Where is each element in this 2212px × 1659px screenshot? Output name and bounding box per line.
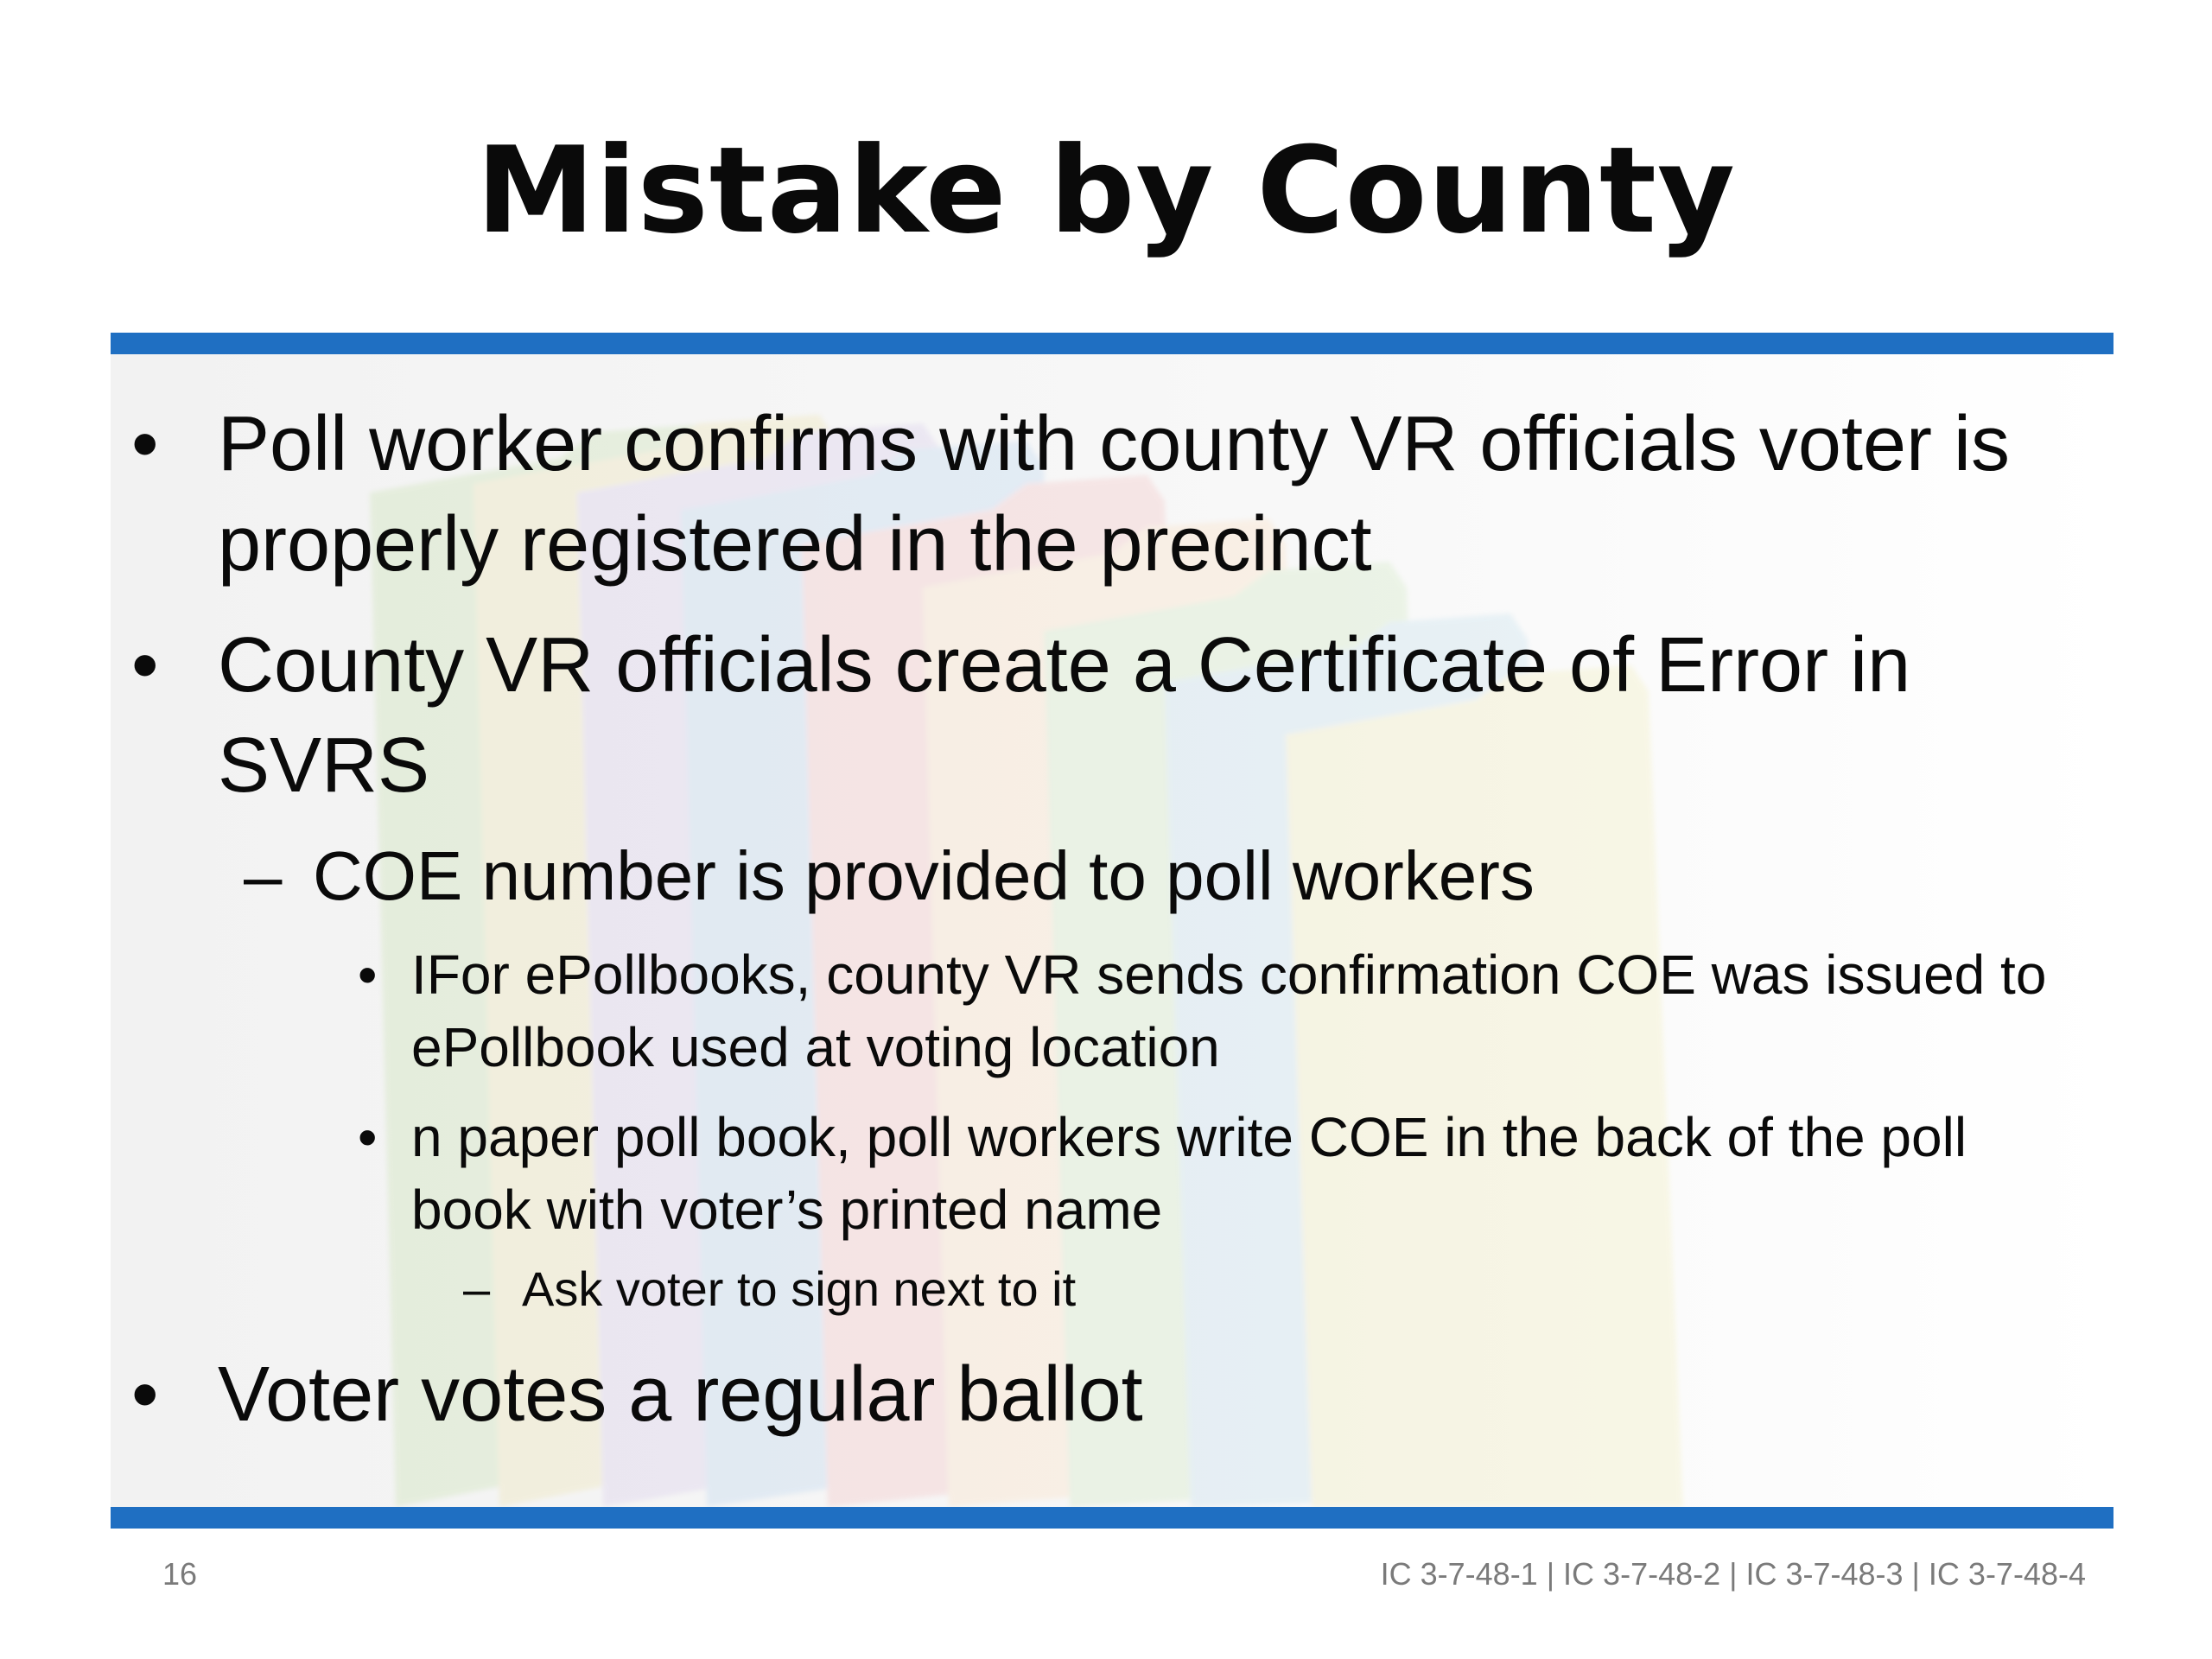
subbullet-text: Ask voter to sign next to it <box>522 1262 1077 1316</box>
bullet-text: Voter votes a regular ballot <box>218 1351 1143 1438</box>
slide-number: 16 <box>162 1556 198 1592</box>
bullet-text: Poll worker confirms with county VR officials voter is properly registered in the precinct <box>218 401 2010 588</box>
bullet-symbol: • <box>131 622 159 709</box>
bullet-text: County VR officials create a Certificate of Error in SVRS <box>218 622 1911 809</box>
bullet-symbol: • <box>358 1106 378 1168</box>
bottom-divider <box>111 1507 2113 1529</box>
subbullet-text: n paper poll book, poll workers write COE in the back of the poll book with voter’s printed name <box>411 1106 1967 1241</box>
bullet-symbol: • <box>131 401 159 487</box>
bullet-symbol: • <box>358 944 378 1006</box>
dash-symbol: – <box>244 837 283 914</box>
subbullet-text: COE number is provided to poll workers <box>313 837 1535 914</box>
dash-symbol: – <box>463 1262 491 1316</box>
subbullet-text: IFor ePollbooks, county VR sends confirmation COE was issued to ePollbook used at voting location <box>411 944 2047 1078</box>
slide-title: Mistake by County <box>476 121 1736 260</box>
bullet-symbol: • <box>131 1351 159 1438</box>
citation-footer: IC 3-7-48-1 | IC 3-7-48-2 | IC 3-7-48-3 | IC 3-7-48-4 <box>1380 1556 2086 1592</box>
